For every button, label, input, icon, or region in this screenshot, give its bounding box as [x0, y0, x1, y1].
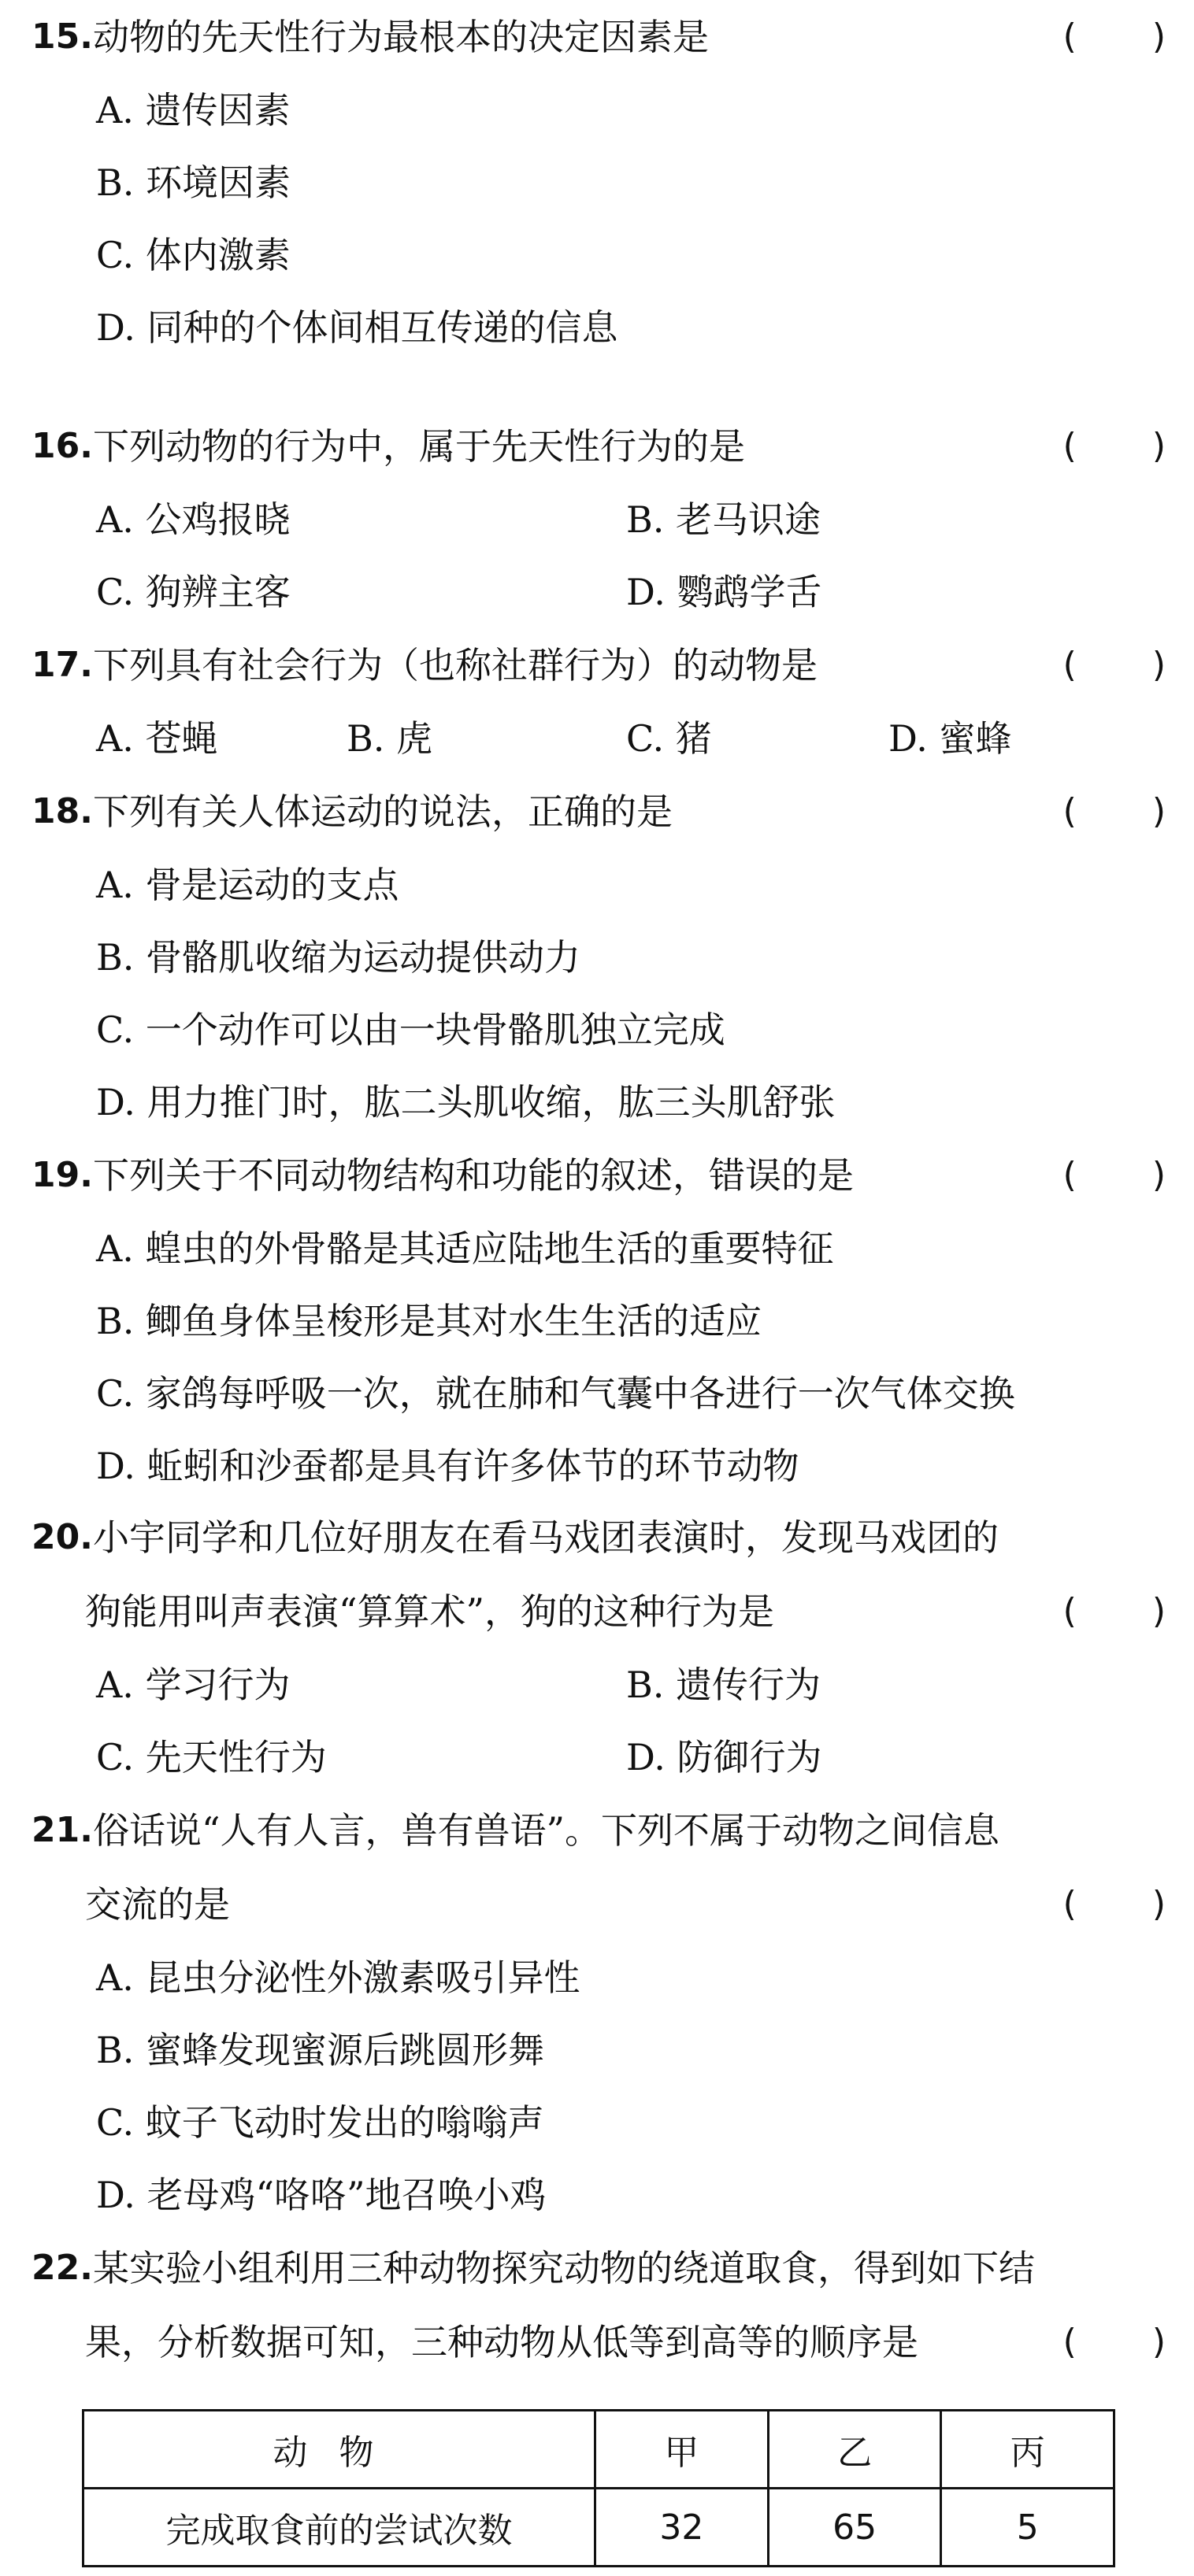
- option-row: [0, 1066, 1194, 1138]
- option-row: [0, 1941, 1194, 2014]
- question-text: 下列具有社会行为（也称社群行为）的动物是: [93, 644, 818, 687]
- table-header-cell: 乙: [768, 2411, 941, 2489]
- option-row: [0, 291, 1194, 364]
- option-row: [0, 1212, 1194, 1285]
- answer-bracket: ( ): [1062, 1155, 1166, 1195]
- question-stem-continued: [0, 1867, 1194, 1941]
- table-header-row: [83, 2411, 1114, 2489]
- option-d: D. 用力推门时，肱二头肌收缩，肱三头肌舒张: [96, 1081, 836, 1123]
- question-stem-continued: [0, 2305, 1194, 2379]
- table-cell: 32: [595, 2489, 769, 2567]
- answer-bracket: ( ): [1062, 1884, 1166, 1924]
- option-row: [0, 1649, 1194, 1721]
- option-b: B. 蜜蜂发现蜜源后跳圆形舞: [96, 2029, 545, 2071]
- answer-bracket: ( ): [1062, 645, 1166, 685]
- option-c: C. 狗辨主客: [96, 571, 291, 613]
- question-16: [0, 409, 1194, 628]
- question-stem: [0, 0, 1194, 74]
- question-text: 俗话说“人有人言，兽有兽语”。下列不属于动物之间信息: [93, 1809, 1000, 1852]
- question-stem: [0, 409, 1194, 483]
- question-text: 下列有关人体运动的说法，正确的是: [93, 790, 673, 833]
- question-stem: [0, 628, 1194, 702]
- option-row: [0, 2086, 1194, 2159]
- table-header-cell: 甲: [595, 2411, 769, 2489]
- option-row: [0, 2159, 1194, 2231]
- option-a: A. 公鸡报晓: [96, 498, 291, 541]
- option-row: [0, 74, 1194, 146]
- answer-bracket: ( ): [1062, 1591, 1166, 1631]
- question-text: 小宇同学和几位好朋友在看马戏团表演时，发现马戏团的: [93, 1516, 999, 1559]
- option-row: [0, 1430, 1194, 1502]
- question-number: 16.: [32, 426, 93, 466]
- option-d: D. 蚯蚓和沙蚕都是具有许多体节的环节动物: [96, 1445, 799, 1487]
- question-22: [0, 2231, 1194, 2379]
- option-row: [0, 994, 1194, 1066]
- question-number: 15.: [32, 17, 93, 57]
- option-c: C. 家鸽每呼吸一次，就在肺和气囊中各进行一次气体交换: [96, 1372, 1015, 1415]
- option-row: [0, 556, 1194, 628]
- option-d: D. 蜜蜂: [888, 717, 1012, 760]
- question-18: [0, 775, 1194, 1138]
- question-number: 17.: [32, 645, 93, 685]
- question-number: 21.: [32, 1810, 93, 1850]
- question-number: 22.: [32, 2248, 93, 2288]
- table-cell: 5: [941, 2489, 1114, 2567]
- question-number: 18.: [32, 791, 93, 831]
- answer-bracket: ( ): [1062, 2322, 1166, 2362]
- option-a: A. 遗传因素: [96, 89, 291, 131]
- question-text: 下列关于不同动物结构和功能的叙述，错误的是: [93, 1154, 854, 1197]
- option-c: C. 蚊子飞动时发出的嗡嗡声: [96, 2101, 544, 2144]
- question-20: [0, 1501, 1194, 1793]
- question-stem: [0, 2231, 1194, 2305]
- question-19: [0, 1138, 1194, 1502]
- option-b: B. 鲫鱼身体呈梭形是其对水生生活的适应: [96, 1300, 762, 1342]
- question-number: 19.: [32, 1155, 93, 1195]
- table-header-cell: 丙: [941, 2411, 1114, 2489]
- option-row: [0, 1721, 1194, 1793]
- option-row: [0, 921, 1194, 994]
- option-a: A. 昆虫分泌性外激素吸引异性: [96, 1956, 580, 1999]
- answer-bracket: ( ): [1062, 17, 1166, 57]
- question-text-continued: 交流的是: [85, 1883, 230, 1926]
- results-table: [82, 2409, 1115, 2567]
- option-a: A. 蝗虫的外骨骼是其适应陆地生活的重要特征: [96, 1227, 834, 1270]
- option-b: B. 老马识途: [626, 498, 821, 541]
- option-a: A. 骨是运动的支点: [96, 864, 399, 906]
- question-stem: [0, 1501, 1194, 1575]
- question-21: [0, 1793, 1194, 2231]
- option-b: B. 环境因素: [96, 161, 291, 204]
- option-d: D. 老母鸡“咯咯”地召唤小鸡: [96, 2174, 547, 2216]
- option-row: [0, 146, 1194, 219]
- option-d: D. 防御行为: [626, 1736, 822, 1778]
- question-text: 下列动物的行为中，属于先天性行为的是: [93, 425, 745, 468]
- option-row: [0, 849, 1194, 921]
- answer-bracket: ( ): [1062, 426, 1166, 466]
- option-b: B. 骨骼肌收缩为运动提供动力: [96, 936, 581, 979]
- question-stem-continued: [0, 1575, 1194, 1649]
- table-row: [83, 2489, 1114, 2567]
- option-b: B. 遗传行为: [626, 1664, 821, 1706]
- option-row: [0, 219, 1194, 291]
- option-row: [0, 1285, 1194, 1357]
- option-c: C. 先天性行为: [96, 1736, 327, 1778]
- option-d: D. 同种的个体间相互传递的信息: [96, 306, 618, 349]
- question-17: [0, 628, 1194, 775]
- option-c: C. 猪: [626, 717, 712, 760]
- option-c: C. 一个动作可以由一块骨骼肌独立完成: [96, 1009, 725, 1051]
- question-stem: [0, 1138, 1194, 1212]
- option-d: D. 鹦鹉学舌: [626, 571, 822, 613]
- option-row: [0, 2014, 1194, 2086]
- table-header-cell: 动物: [83, 2411, 595, 2489]
- answer-bracket: ( ): [1062, 791, 1166, 831]
- question-text: 动物的先天性行为最根本的决定因素是: [93, 16, 709, 58]
- question-text-continued: 果，分析数据可知，三种动物从低等到高等的顺序是: [85, 2321, 918, 2363]
- option-row: [0, 702, 1194, 775]
- option-b: B. 虎: [347, 717, 433, 760]
- option-row: [0, 483, 1194, 556]
- option-a: A. 学习行为: [96, 1664, 291, 1706]
- question-stem: [0, 1793, 1194, 1867]
- option-a: A. 苍蝇: [96, 717, 218, 760]
- option-row: [0, 1357, 1194, 1430]
- question-stem: [0, 775, 1194, 849]
- question-text: 某实验小组利用三种动物探究动物的绕道取食，得到如下结: [93, 2247, 1035, 2289]
- option-c: C. 体内激素: [96, 234, 291, 276]
- question-number: 20.: [32, 1517, 93, 1557]
- table-row-label: 完成取食前的尝试次数: [83, 2489, 595, 2567]
- question-15: [0, 0, 1194, 364]
- question-text-continued: 狗能用叫声表演“算算术”，狗的这种行为是: [85, 1590, 775, 1633]
- table-cell: 65: [768, 2489, 941, 2567]
